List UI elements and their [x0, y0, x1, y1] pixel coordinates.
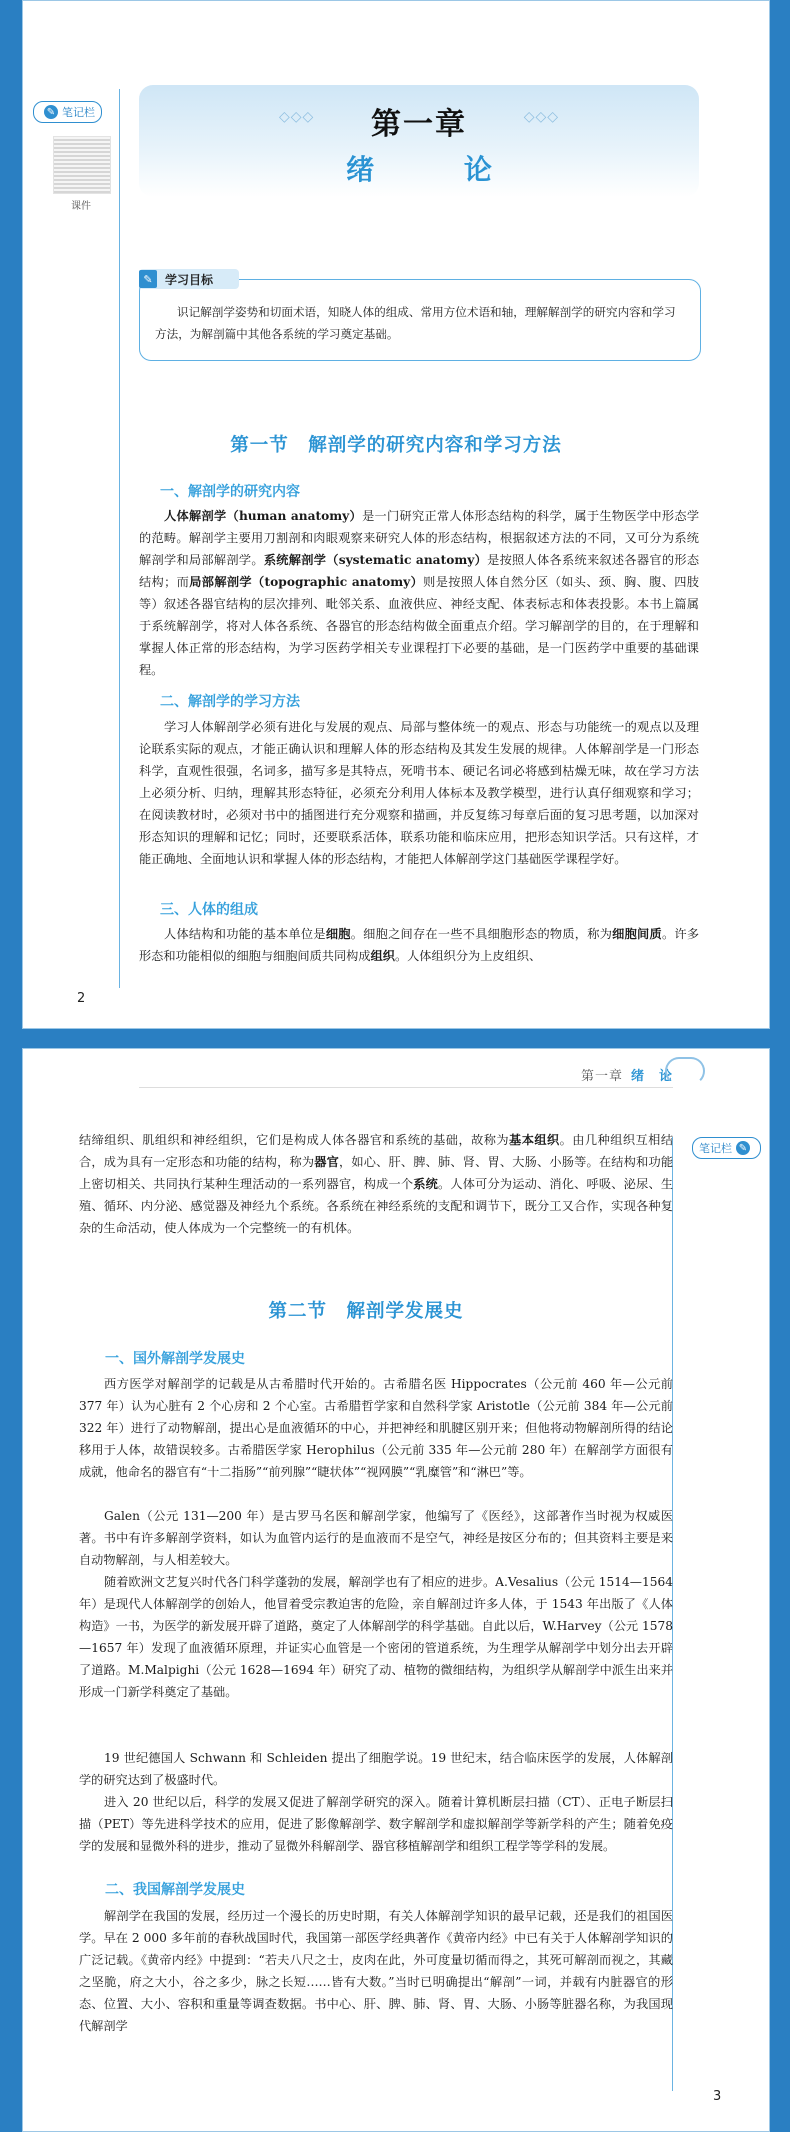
paragraph-renaissance: 随着欧洲文艺复兴时代各门科学蓬勃的发展，解剖学也有了相应的进步。A.Vesalius（公元 1514—1564 年）是现代人体解剖学的创始人，他冒着受宗教迫害的危险，亲自解剖过许多人体，于 1543 年出版了《人体构造》一书，为医学的新发展开辟了道路，奠定了人体解剖学的科学基础。自此以后，W.Harvey（公元 1578—1657 年）发现了血液循环原理，并证实心血管是一个密闭的管道系统，为生理学从解剖学中划分出去开辟了道路。M.Malpighi（公元 1628—1694 年）研究了动、植物的微细结构，为组织学从解剖学中派生出来并形成一门新学科奠定了基础。 [79, 1575, 673, 1699]
page-3 [22, 1048, 770, 2132]
notes-badge [33, 101, 102, 123]
learning-goals-text: 识记解剖学姿势和切面术语，知晓人体的组成、常用方位术语和轴，理解解剖学的研究内容和学习方法，为解剖篇中其他各系统的学习奠定基础。 [155, 305, 676, 341]
text: ，如心、肝、脾、肺、肾、胃、大肠、小肠等。在结构和功能上密切相关、共同执行某种生理活动的一系列器官，构成一个 [79, 1155, 674, 1191]
qr-label: 课件 [71, 201, 91, 212]
term-tissue: 组织 [370, 949, 395, 963]
pen-icon: ✎ [44, 105, 58, 119]
text: 是一门研究正常人体形态结构的科学，属于生物医学中形态学的范畴。解剖学主要用刀割剖和肉眼观察来研究人体的形态结构，根据叙述方法的不同，又可分为系统解剖学和局部解剖学。 [139, 509, 700, 567]
text: 结缔组织、肌组织和神经组织，它们是构成人体各器官和系统的基础，故称为 [79, 1133, 510, 1147]
term-systematic-anatomy: 系统解剖学（systematic anatomy） [263, 553, 488, 567]
page-2 [22, 0, 770, 1029]
subheading-study-methods: 二、解剖学的学习方法 [160, 694, 300, 710]
text: 是按照人体各系统来叙述各器官的形态结构；而 [139, 553, 700, 589]
term-cell: 细胞 [325, 927, 351, 941]
text: 人体结构和功能的基本单位是 [164, 927, 326, 941]
learning-goals-tab [139, 269, 239, 289]
notes-label: 笔记栏 [62, 106, 95, 119]
text: 则是按照人体自然分区（如头、颈、胸、腹、四肢等）叙述各器官结构的层次排列、毗邻关系、血液供应、神经支配、体表标志和体表投影。本书上篇属于系统解剖学，将对人体各系统、各器官的形态结构做全面重点介绍。学习解剖学的目的，在于理解和掌握人体正常的形态结构，为学习医药学相关专业课程打下必要的基础，是一门医药学中重要的基础课程。 [139, 575, 699, 677]
term-intercellular-substance: 细胞间质 [612, 927, 662, 941]
term-human-anatomy: 人体解剖学（human anatomy） [164, 509, 363, 523]
chapter-title: 绪 论 [346, 153, 532, 186]
text: 。由几种组织互相结合，成为具有一定形态和功能的结构，称为 [79, 1133, 674, 1169]
subheading-research-content: 一、解剖学的研究内容 [160, 484, 300, 500]
paragraph-greek-anatomy: 西方医学对解剖学的记载是从古希腊时代开始的。古希腊名医 Hippocrates（公元前 460 年—公元前 377 年）认为心脏有 2 个心房和 2 个心室。古希腊哲学家和自然科学家 Aristotle（公元前 384 年—公元前 322 年）进行了动物解剖，提出心是血液循环的中心，并把神经和肌腱区别开来；但他将动物解剖所得的结论移用于人体，故错误较多。古希腊医学家 Herophilus（公元前 335 年—公元前 280 年）在解剖学方面很有成就，他命名的器官有“十二指肠”“前列腺”“睫状体”“视网膜”“乳糜管”和“淋巴”等。 [79, 1377, 673, 1479]
pen-icon: ✎ [736, 1141, 750, 1155]
section-title-1: 第一节 解剖学的研究内容和学习方法 [230, 435, 562, 456]
subheading-body-composition: 三、人体的组成 [160, 902, 258, 918]
learning-goals-label: 学习目标 [165, 272, 214, 287]
term-basic-tissue: 基本组织 [509, 1133, 560, 1147]
page-number: 3 [713, 2089, 722, 2104]
subheading-foreign-history: 一、国外解剖学发展史 [105, 1351, 245, 1367]
diamond-decoration-icon: ◇◇◇ [279, 109, 315, 125]
term-topographic-anatomy: 局部解剖学（topographic anatomy） [189, 575, 424, 589]
paragraph-body-composition [139, 923, 699, 967]
notes-divider [119, 89, 120, 988]
paragraph-19th-century: 19 世纪德国人 Schwann 和 Schleiden 提出了细胞学说。19 世纪末，结合临床医学的发展，人体解剖学的研究达到了极盛时代。 [79, 1751, 673, 1787]
subheading-china-history: 二、我国解剖学发展史 [105, 1882, 245, 1898]
notes-label: 笔记栏 [699, 1142, 732, 1155]
text: 。人体可分为运动、消化、呼吸、泌尿、生殖、循环、内分泌、感觉器及神经九个系统。各系统在神经系统的支配和调节下，既分工又合作，实现各种复杂的生命活动，使人体成为一个完整统一的有机体。 [79, 1177, 674, 1235]
term-organ: 器官 [314, 1155, 339, 1169]
notes-badge [692, 1137, 761, 1159]
term-system: 系统 [413, 1177, 438, 1191]
text: 。许多形态和功能相似的细胞与细胞间质共同构成 [139, 927, 700, 963]
qr-code-image[interactable] [53, 136, 111, 194]
header-chapter: 第一章 [580, 1069, 623, 1084]
paragraph-galen: Galen（公元 131—200 年）是古罗马名医和解剖学家，他编写了《医经》，这部著作当时视为权威医著。书中有许多解剖学资料，如认为血管内运行的是血液而不是空气，神经是按区分布的；但其资料主要是来自动物解剖，与人相差较大。 [79, 1509, 673, 1567]
paragraph-research-content [139, 505, 699, 681]
cloud-decoration-icon [665, 1057, 705, 1085]
page-number: 2 [77, 991, 86, 1006]
paragraph-tissues-organs [79, 1129, 673, 1239]
text: 。人体组织分为上皮组织、 [394, 949, 542, 963]
chapter-banner [139, 85, 699, 197]
paragraph-20th-century: 进入 20 世纪以后，科学的发展又促进了解剖学研究的深入。随着计算机断层扫描（CT）、正电子断层扫描（PET）等先进科学技术的应用，促进了影像解剖学、数字解剖学和虚拟解剖学等新学科的产生；随着免疫学的发展和显微外科的进步，推动了显微外科解剖学、器官移植解剖学和组织工程学等学科的发展。 [79, 1795, 673, 1853]
header-title: 绪 论 [630, 1069, 673, 1084]
section-title-2: 第二节 解剖学发展史 [268, 1301, 464, 1322]
diamond-decoration-icon: ◇◇◇ [523, 109, 559, 125]
running-header [581, 1065, 673, 1084]
pencil-icon: ✎ [139, 270, 157, 288]
paragraph-study-methods: 学习人体解剖学必须有进化与发展的观点、局部与整体统一的观点、形态与功能统一的观点以及理论联系实际的观点，才能正确认识和理解人体的形态结构及其发生发展的规律。人体解剖学是一门形态科学，直观性很强，名词多，描写多是其特点，死啃书本、硬记名词必将感到枯燥无味，故在学习方法上必须分析、归纳，理解其形态特征，必须充分利用人体标本及教学模型，进行认真仔细观察和学习；在阅读教材时，必须对书中的插图进行充分观察和描画，并反复练习每章后面的复习思考题，以加深对形态知识的理解和记忆；同时，还要联系活体，联系功能和临床应用，把形态知识学活。只有这样，才能正确地、全面地认识和掌握人体的形态结构，才能把人体解剖学这门基础医学课程学好。 [139, 720, 699, 866]
paragraph-china-history: 解剖学在我国的发展，经历过一个漫长的历史时期，有关人体解剖学知识的最早记载，还是我们的祖国医学。早在 2 000 多年前的春秋战国时代，我国第一部医学经典著作《黄帝内经》中已有关于人体解剖学知识的广泛记载。《黄帝内经》中提到：“若夫八尺之士，皮肉在此，外可度量切循而得之，其死可解剖而视之，其藏之坚脆，府之大小，谷之多少，脉之长短……皆有大数。”当时已明确提出“解剖”一词，并载有内脏器官的形态、位置、大小、容积和重量等调查数据。书中心、肝、脾、肺、肾、胃、大肠、小肠等脏器名称，为我国现代解剖学 [79, 1909, 673, 2033]
chapter-number: 第一章 [371, 107, 467, 142]
text: 。细胞之间存在一些不具细胞形态的物质，称为 [350, 927, 613, 941]
header-rule [139, 1087, 673, 1088]
